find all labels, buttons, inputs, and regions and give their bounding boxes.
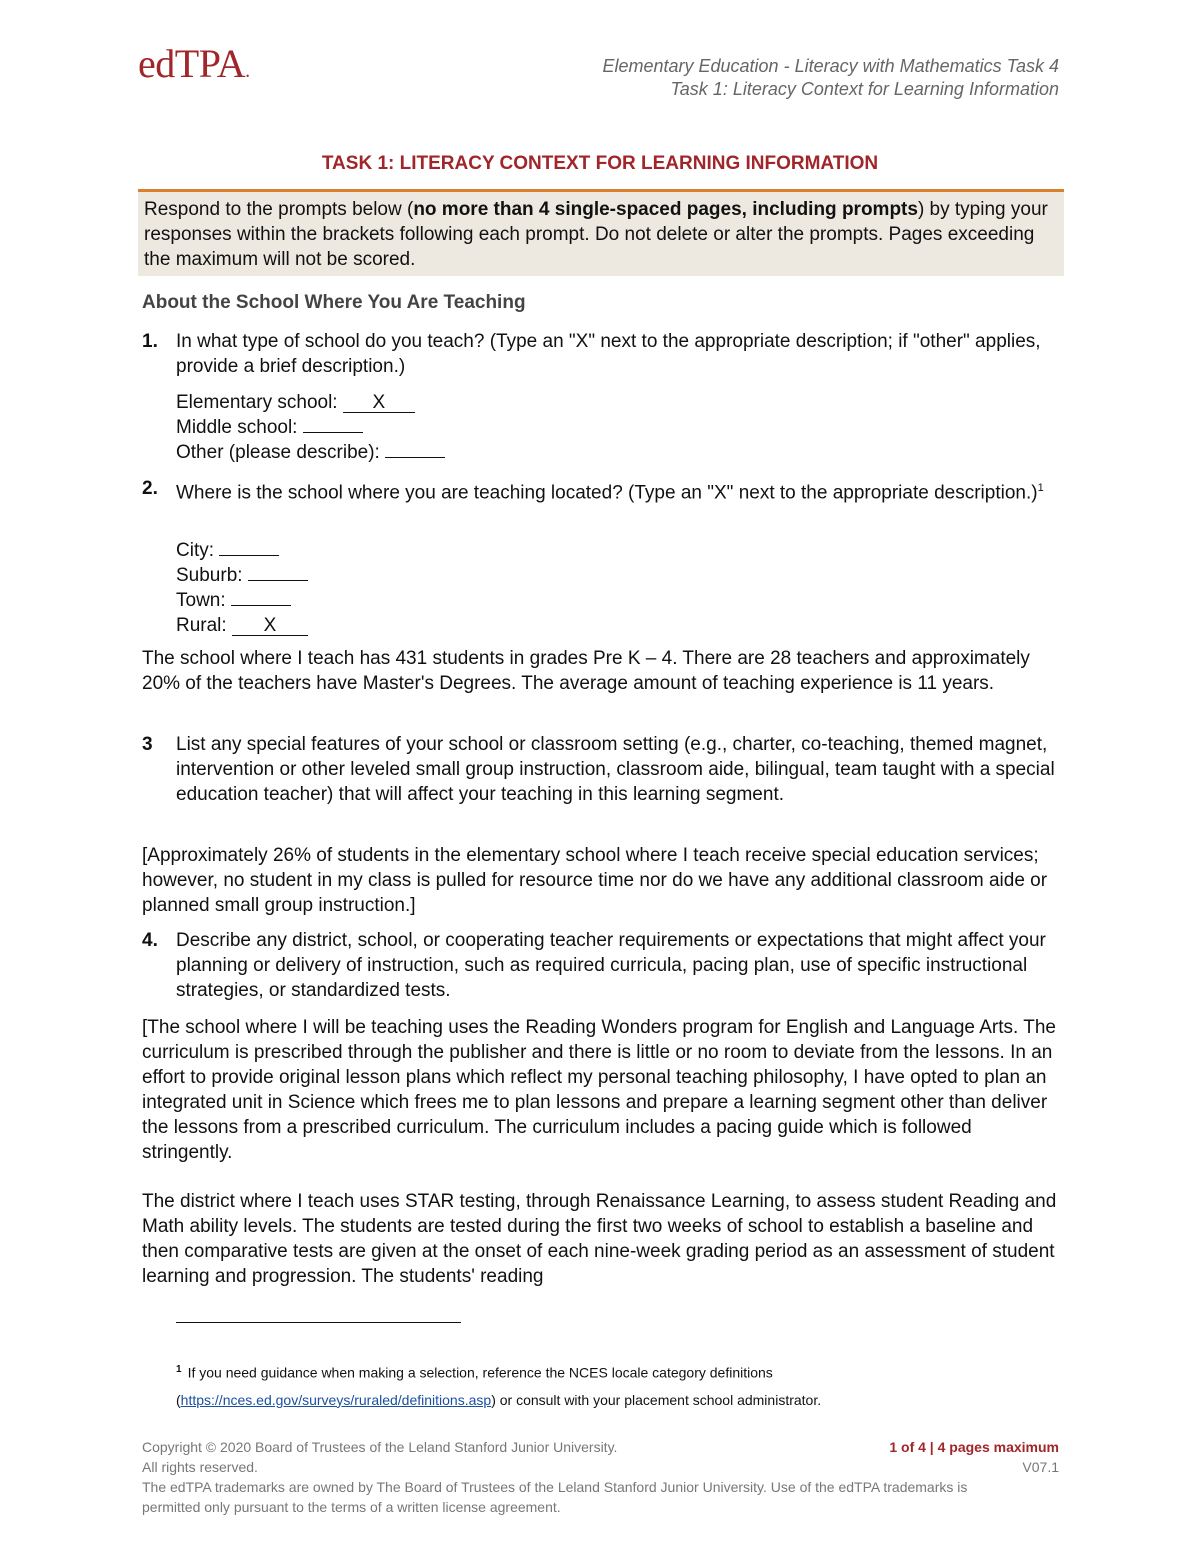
option-label: Suburb:: [176, 565, 243, 586]
option-label: Other (please describe):: [176, 442, 380, 463]
option-label: Middle school:: [176, 417, 298, 438]
option-city: [176, 538, 308, 563]
option-label: Town:: [176, 590, 226, 611]
version-label: V07.1: [1022, 1459, 1059, 1475]
response-2[interactable]: The school where I teach has 431 students in grades Pre K – 4. There are 28 teachers and approximately 20% of the teachers have Master's Degrees. The average amount of teaching experience is 11 years.: [142, 648, 1030, 694]
footnote-number: 1: [176, 1364, 182, 1375]
answer-blank[interactable]: X: [232, 617, 308, 636]
instruction-text-post: ) by typing your responses within the brackets following each prompt. Do not delete or alter the prompts. Pages exceeding the maximum will not be scored.: [144, 199, 1048, 270]
answer-blank[interactable]: X: [343, 394, 415, 413]
footnote: [176, 1356, 1056, 1414]
school-type-options: [176, 390, 445, 465]
option-rural: [176, 613, 308, 638]
option-elementary: [176, 390, 445, 415]
prompt-text: Where is the school where you are teaching located? (Type an "X" next to the appropriate description.): [176, 482, 1038, 504]
page-footer: [142, 1437, 1059, 1517]
option-suburb: [176, 563, 308, 588]
answer-blank[interactable]: [385, 457, 445, 458]
header-line-1: Elementary Education - Literacy with Mathematics Task 4: [602, 56, 1059, 76]
answer-blank[interactable]: [231, 605, 291, 606]
option-other: [176, 440, 445, 465]
instruction-text-pre: Respond to the prompts below (: [144, 199, 414, 220]
option-label: Elementary school:: [176, 392, 338, 413]
location-options: [176, 538, 308, 638]
prompt-3: [142, 732, 1062, 807]
prompt-number: 1.: [142, 331, 158, 352]
prompt-2: [142, 476, 1062, 505]
logo-dot: .: [245, 60, 250, 82]
answer-blank[interactable]: [219, 555, 279, 556]
prompt-text: In what type of school do you teach? (Type an "X" next to the appropriate description; if "other" applies, provide a brief description.): [176, 331, 1041, 377]
option-label: City:: [176, 540, 214, 561]
footnote-paren: (: [176, 1391, 181, 1408]
footnote-ref[interactable]: 1: [1037, 482, 1044, 494]
footnote-text-rest: ) or consult with your placement school administrator.: [491, 1391, 822, 1408]
prompt-1: [142, 329, 1062, 379]
document-header: [602, 55, 1059, 101]
prompt-4: [142, 928, 1062, 1003]
prompt-text: Describe any district, school, or cooperating teacher requirements or expectations that might affect your planning or delivery of instruction, such as required curricula, pacing plan, use of specific instructional strategies, or standardized tests.: [176, 930, 1046, 1001]
instruction-box: [138, 189, 1064, 276]
response-4-paragraph-1[interactable]: [The school where I will be teaching uses the Reading Wonders program for English and Language Arts. The curriculum is prescribed through the publisher and there is little or no room to deviate from the lessons. In an effort to provide original lesson plans which reflect my personal teaching philosophy, I have opted to plan an integrated unit in Science which frees me to plan lessons and prepare a learning segment other than deliver the lessons from a prescribed curriculum. The curriculum includes a pacing guide which is followed stringently.: [142, 1017, 1056, 1163]
instruction-text-bold: no more than 4 single-spaced pages, including prompts: [413, 199, 918, 220]
rights-text: All rights reserved.: [142, 1459, 258, 1475]
answer-blank[interactable]: [248, 580, 308, 581]
option-middle: [176, 415, 445, 440]
page-count: 1 of 4 | 4 pages maximum: [889, 1439, 1059, 1455]
footnote-text: If you need guidance when making a selection, reference the NCES locale category definitions: [187, 1364, 773, 1381]
logo-text: edTPA: [138, 41, 246, 86]
header-line-2: Task 1: Literacy Context for Learning Information: [670, 79, 1059, 99]
trademark-text: The edTPA trademarks are owned by The Board of Trustees of the Leland Stanford Junior University. Use of the edTPA trademarks is permitted only pursuant to the terms of a written license agreement.: [142, 1479, 968, 1515]
option-label: Rural:: [176, 615, 227, 636]
footnote-divider: [176, 1322, 461, 1323]
option-town: [176, 588, 308, 613]
nces-link[interactable]: https://nces.ed.gov/surveys/ruraled/definitions.asp: [180, 1391, 492, 1408]
section-heading: About the School Where You Are Teaching: [142, 292, 526, 313]
edtpa-logo: [138, 40, 250, 87]
copyright-text: Copyright © 2020 Board of Trustees of the Leland Stanford Junior University.: [142, 1439, 618, 1455]
prompt-number: 4.: [142, 930, 158, 951]
response-4-paragraph-2[interactable]: The district where I teach uses STAR testing, through Renaissance Learning, to assess student Reading and Math ability levels. The students are tested during the first two weeks of school to establish a baseline and then comparative tests are given at the onset of each nine-week grading period as an assessment of student learning and progression. The students' reading: [142, 1191, 1057, 1287]
prompt-number: 2.: [142, 478, 158, 499]
prompt-number: 3: [142, 734, 153, 755]
prompt-text: List any special features of your school or classroom setting (e.g., charter, co-teaching, themed magnet, intervention or other leveled small group instruction, classroom aide, bilingual, team taught with a special education teacher) that will affect your teaching in this learning segment.: [176, 734, 1055, 805]
answer-blank[interactable]: [303, 432, 363, 433]
page-title: TASK 1: LITERACY CONTEXT FOR LEARNING INFORMATION: [321, 153, 879, 174]
response-3[interactable]: [Approximately 26% of students in the elementary school where I teach receive special education services; however, no student in my class is pulled for resource time nor do we have any additional classroom aide or planned small group instruction.]: [142, 845, 1048, 916]
